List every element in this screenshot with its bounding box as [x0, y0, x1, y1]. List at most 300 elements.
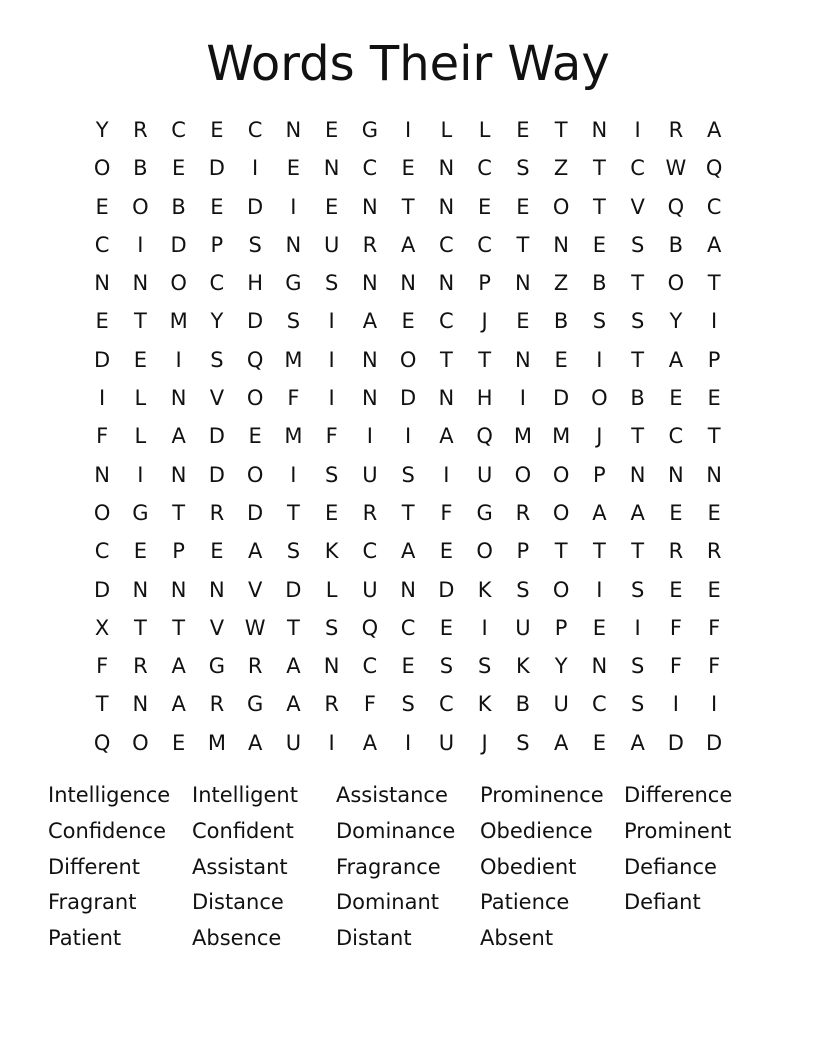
grid-letter: C [171, 118, 186, 142]
grid-letter: U [438, 730, 455, 755]
grid-letter: E [516, 118, 530, 142]
grid-letter: F [325, 424, 338, 449]
grid-row [83, 264, 733, 302]
grid-letter: B [515, 692, 531, 717]
word-list-item: Prominence [480, 783, 604, 807]
grid-letter: I [443, 462, 450, 487]
grid-letter: I [290, 194, 297, 219]
grid-letter: I [328, 347, 335, 372]
grid-letter: R [209, 500, 225, 525]
grid-letter: Y [554, 654, 568, 679]
grid-letter: A [400, 539, 416, 564]
grid-row [83, 571, 733, 609]
grid-letter: E [707, 577, 721, 602]
grid-letter: E [707, 500, 721, 525]
grid-letter: N [668, 462, 684, 487]
grid-letter: G [476, 500, 493, 525]
grid-letter: T [133, 615, 147, 640]
grid-letter: E [210, 118, 224, 142]
grid-letter: E [439, 539, 454, 564]
word-list-item: Defiance [624, 854, 717, 879]
grid-letter: S [630, 692, 645, 717]
grid-letter: T [554, 539, 568, 564]
grid-letter: M [169, 309, 188, 334]
grid-letter: E [286, 156, 301, 181]
grid-letter: H [247, 271, 264, 296]
grid-letter: E [324, 194, 339, 219]
grid-letter: P [172, 539, 185, 564]
grid-letter: V [247, 577, 263, 602]
grid-letter: I [596, 577, 603, 602]
grid-letter: Y [669, 309, 683, 334]
grid-letter: C [668, 424, 684, 449]
grid-letter: T [631, 271, 645, 296]
grid-letter: N [170, 462, 187, 487]
grid-letter: A [362, 309, 378, 334]
grid-letter: N [629, 462, 646, 487]
grid-letter: T [286, 500, 300, 525]
grid-letter: F [363, 692, 376, 717]
grid-letter: H [476, 386, 493, 411]
grid-letter: G [246, 692, 264, 717]
grid-letter: I [711, 692, 718, 717]
grid-row [83, 724, 733, 762]
grid-letter: T [95, 692, 109, 717]
grid-letter: E [248, 424, 262, 449]
grid-letter: O [246, 462, 264, 487]
grid-letter: E [669, 500, 683, 525]
grid-letter: C [400, 615, 416, 640]
grid-letter: U [476, 462, 493, 487]
grid-letter: J [481, 730, 488, 755]
grid-letter: B [592, 271, 607, 296]
grid-letter: I [481, 615, 488, 640]
grid-letter: S [592, 309, 607, 334]
grid-letter: C [630, 156, 645, 181]
grid-letter: I [328, 309, 335, 334]
grid-letter: E [439, 615, 454, 640]
grid-letter: N [438, 156, 455, 181]
word-list-item: Assistance [336, 783, 448, 807]
grid-letter: E [554, 347, 568, 372]
grid-letter: K [324, 539, 339, 564]
grid-letter: R [133, 654, 148, 679]
grid-letter: E [171, 730, 186, 755]
grid-letter: P [554, 615, 568, 640]
grid-letter: W [665, 156, 687, 181]
grid-letter: R [324, 692, 339, 717]
word-list-item: Intelligent [192, 783, 298, 807]
grid-letter: N [362, 347, 378, 372]
grid-letter: T [133, 309, 147, 334]
grid-letter: I [596, 347, 603, 372]
word-list-item: Absent [480, 926, 554, 951]
grid-letter: W [244, 615, 266, 640]
grid-letter: E [210, 539, 224, 564]
grid-letter: R [362, 500, 378, 525]
grid-letter: T [631, 347, 645, 372]
grid-letter: N [132, 692, 149, 717]
grid-letter: E [477, 194, 492, 219]
grid-letter: G [208, 654, 226, 679]
word-list-item: Fragrant [48, 890, 137, 915]
grid-letter: A [286, 654, 301, 679]
grid-letter: F [96, 654, 109, 679]
grid-letter: R [362, 232, 378, 257]
grid-letter: Y [95, 118, 109, 142]
grid-letter: B [630, 386, 645, 411]
grid-letter: B [171, 194, 186, 219]
grid-letter: R [668, 118, 684, 142]
grid-letter: Q [667, 194, 685, 219]
grid-letter: G [132, 500, 149, 525]
grid-letter: A [247, 539, 263, 564]
grid-letter: N [94, 462, 110, 487]
grid-letter: X [94, 615, 110, 640]
grid-letter: K [477, 692, 492, 717]
grid-row [83, 494, 733, 532]
grid-letter: P [707, 347, 721, 372]
grid-letter: V [209, 615, 225, 640]
grid-letter: R [209, 692, 225, 717]
grid-letter: S [324, 271, 339, 296]
grid-letter: V [630, 194, 645, 219]
word-list-item: Confident [192, 818, 294, 843]
grid-letter: I [328, 730, 335, 755]
grid-letter: R [247, 654, 263, 679]
grid-letter: I [137, 462, 144, 487]
grid-letter: O [399, 347, 417, 372]
grid-letter: T [592, 194, 606, 219]
grid-letter: D [438, 577, 455, 602]
grid-letter: L [134, 424, 147, 449]
grid-letter: D [170, 232, 187, 257]
grid-letter: A [706, 232, 722, 257]
grid-letter: T [707, 424, 721, 449]
grid-letter: E [707, 386, 721, 411]
grid-letter: I [634, 118, 641, 142]
grid-letter: N [438, 386, 455, 411]
grid-letter: C [439, 309, 454, 334]
grid-letter: C [439, 692, 454, 717]
grid-letter: R [133, 118, 148, 142]
grid-letter: T [631, 539, 645, 564]
grid-letter: S [210, 347, 224, 372]
grid-letter: K [515, 654, 530, 679]
word-list-item: Patient [48, 926, 122, 951]
grid-letter: L [134, 386, 147, 411]
grid-letter: A [592, 500, 607, 525]
grid-letter: N [132, 271, 149, 296]
grid-letter: L [478, 118, 491, 142]
word-list-item: Defiant [624, 890, 701, 915]
grid-letter: U [362, 577, 378, 602]
grid-letter: F [669, 615, 682, 640]
grid-letter: N [362, 386, 378, 411]
grid-letter: T [592, 539, 606, 564]
grid-letter: T [707, 271, 721, 296]
grid-letter: S [324, 462, 339, 487]
grid-letter: Q [705, 156, 723, 181]
grid-row [83, 609, 733, 647]
grid-letter: N [209, 577, 225, 602]
grid-letter: D [94, 347, 111, 372]
grid-letter: I [711, 309, 718, 334]
grid-letter: E [171, 156, 186, 181]
grid-letter: C [247, 118, 263, 142]
word-list-item: Dominant [336, 890, 440, 915]
grid-letter: I [405, 730, 412, 755]
word-list-item: Different [48, 854, 141, 879]
grid-letter: E [592, 232, 607, 257]
grid-letter: O [591, 386, 608, 411]
grid-letter: A [171, 654, 186, 679]
grid-letter: O [170, 271, 187, 296]
grid-letter: C [362, 654, 378, 679]
grid-letter: K [477, 577, 492, 602]
page-title: Words Their Way [206, 36, 610, 92]
grid-letter: N [94, 271, 110, 296]
grid-letter: D [285, 577, 302, 602]
grid-letter: O [132, 194, 149, 219]
grid-letter: T [631, 424, 645, 449]
grid-letter: T [592, 156, 606, 181]
grid-letter: B [668, 232, 684, 257]
word-list-item: Fragrance [336, 854, 441, 879]
grid-letter: E [401, 654, 415, 679]
grid-letter: N [323, 156, 340, 181]
grid-letter: E [133, 539, 148, 564]
grid-letter: F [708, 615, 721, 640]
grid-letter: O [514, 462, 532, 487]
grid-letter: E [592, 730, 607, 755]
grid-letter: S [401, 462, 415, 487]
grid-letter: G [285, 271, 302, 296]
grid-letter: B [553, 309, 569, 334]
grid-letter: S [477, 654, 492, 679]
grid-letter: I [137, 232, 144, 257]
grid-letter: C [439, 232, 454, 257]
grid-letter: D [247, 500, 264, 525]
grid-letter: A [553, 730, 569, 755]
grid-row [83, 685, 733, 723]
grid-letter: S [516, 730, 530, 755]
grid-letter: M [513, 424, 532, 449]
grid-letter: Z [553, 156, 569, 181]
grid-letter: T [401, 194, 415, 219]
grid-row [83, 341, 733, 379]
grid-letter: I [519, 386, 526, 411]
word-list-item: Confidence [48, 818, 167, 843]
grid-letter: N [285, 232, 302, 257]
grid-letter: I [672, 692, 679, 717]
word-list-item: Dominance [336, 818, 456, 843]
grid-letter: O [132, 730, 149, 755]
grid-letter: E [324, 118, 339, 142]
grid-letter: C [477, 156, 492, 181]
grid-row [83, 456, 733, 494]
word-list-item: Obedient [480, 854, 577, 879]
grid-letter: A [400, 232, 416, 257]
grid-letter: A [362, 730, 378, 755]
grid-letter: T [478, 347, 492, 372]
grid-letter: R [706, 539, 722, 564]
grid-letter: T [439, 347, 453, 372]
grid-letter: N [362, 194, 378, 219]
grid-letter: U [515, 615, 531, 640]
grid-letter: S [286, 309, 301, 334]
grid-row [83, 149, 733, 187]
grid-letter: T [286, 615, 300, 640]
grid-letter: A [171, 424, 186, 449]
grid-letter: I [175, 347, 182, 372]
grid-letter: L [440, 118, 453, 142]
grid-letter: O [93, 156, 111, 181]
word-list-item: Absence [192, 926, 282, 951]
grid-letter: A [247, 730, 263, 755]
grid-letter: I [99, 386, 106, 411]
grid-letter: J [596, 424, 603, 449]
grid-letter: P [210, 232, 224, 257]
word-list-item: Distance [192, 890, 284, 915]
grid-letter: I [366, 424, 373, 449]
grid-letter: E [210, 194, 224, 219]
grid-letter: D [247, 309, 264, 334]
grid-letter: O [667, 271, 685, 296]
grid-letter: N [438, 194, 455, 219]
word-list-item: Prominent [624, 818, 732, 843]
grid-letter: N [400, 271, 416, 296]
grid-letter: A [630, 500, 645, 525]
grid-letter: U [362, 462, 378, 487]
grid-letter: I [328, 386, 335, 411]
grid-letter: I [252, 156, 259, 181]
grid-letter: Q [361, 615, 379, 640]
grid-letter: Q [93, 730, 111, 755]
word-list-item: Patience [480, 890, 570, 915]
grid-letter: N [515, 347, 531, 372]
grid-letter: I [405, 424, 412, 449]
grid-letter: D [706, 730, 723, 755]
grid-row [83, 647, 733, 685]
grid-letter: N [438, 271, 455, 296]
grid-letter: U [323, 232, 340, 257]
grid-row [83, 379, 733, 417]
grid-letter: D [208, 462, 225, 487]
grid-letter: T [516, 232, 530, 257]
grid-letter: S [630, 654, 645, 679]
grid-letter: D [208, 156, 225, 181]
grid-letter: E [516, 309, 530, 334]
grid-letter: R [515, 500, 531, 525]
grid-letter: P [593, 462, 606, 487]
grid-letter: E [669, 386, 683, 411]
grid-letter: N [400, 577, 416, 602]
grid-letter: N [362, 271, 378, 296]
grid-letter: A [171, 692, 186, 717]
grid-row [83, 417, 733, 455]
grid-letter: Z [553, 271, 569, 296]
grid-letter: E [95, 194, 109, 219]
grid-letter: C [477, 232, 492, 257]
grid-row [83, 188, 733, 226]
grid-letter: S [630, 577, 645, 602]
grid-letter: S [324, 615, 339, 640]
grid-letter: M [552, 424, 571, 449]
grid-letter: T [554, 118, 568, 142]
grid-letter: N [515, 271, 531, 296]
letter-grid [83, 111, 733, 762]
grid-row [83, 111, 733, 149]
grid-letter: I [290, 462, 297, 487]
grid-letter: E [324, 500, 339, 525]
grid-letter: S [630, 232, 645, 257]
grid-letter: Y [210, 309, 224, 334]
grid-letter: G [361, 118, 379, 142]
grid-letter: D [667, 730, 684, 755]
grid-letter: D [400, 386, 417, 411]
grid-letter: C [94, 539, 110, 564]
grid-letter: E [592, 615, 607, 640]
grid-letter: T [172, 500, 186, 525]
word-list-item: Distant [336, 926, 412, 951]
grid-row [83, 226, 733, 264]
grid-letter: O [552, 577, 570, 602]
grid-letter: S [439, 654, 454, 679]
grid-letter: A [668, 347, 684, 372]
grid-letter: S [516, 156, 530, 181]
grid-letter: F [669, 654, 682, 679]
grid-letter: N [553, 232, 569, 257]
grid-letter: P [478, 271, 491, 296]
grid-letter: Q [476, 424, 493, 449]
grid-letter: C [94, 232, 110, 257]
grid-letter: E [133, 347, 148, 372]
grid-letter: N [591, 118, 608, 142]
grid-letter: E [516, 194, 530, 219]
grid-letter: F [96, 424, 109, 449]
grid-letter: M [284, 347, 303, 372]
grid-letter: C [209, 271, 225, 296]
grid-letter: F [708, 654, 721, 679]
grid-letter: E [401, 309, 415, 334]
grid-letter: N [706, 462, 722, 487]
word-list-item: Difference [624, 783, 733, 807]
grid-letter: M [207, 730, 226, 755]
grid-letter: O [552, 500, 570, 525]
grid-letter: D [553, 386, 570, 411]
grid-letter: O [552, 462, 570, 487]
grid-letter: N [132, 577, 149, 602]
grid-letter: T [401, 500, 415, 525]
word-list-item: Intelligence [48, 783, 171, 807]
grid-letter: N [170, 386, 187, 411]
grid-letter: L [325, 577, 338, 602]
grid-letter: F [440, 500, 453, 525]
grid-letter: I [634, 615, 641, 640]
grid-letter: U [285, 730, 302, 755]
word-list-item: Assistant [192, 854, 288, 879]
grid-letter: S [286, 539, 301, 564]
grid-letter: I [405, 118, 412, 142]
grid-letter: O [246, 386, 264, 411]
grid-letter: O [476, 539, 493, 564]
grid-letter: S [401, 692, 415, 717]
grid-letter: S [516, 577, 530, 602]
grid-row [83, 532, 733, 570]
grid-letter: N [170, 577, 187, 602]
grid-letter: B [133, 156, 148, 181]
